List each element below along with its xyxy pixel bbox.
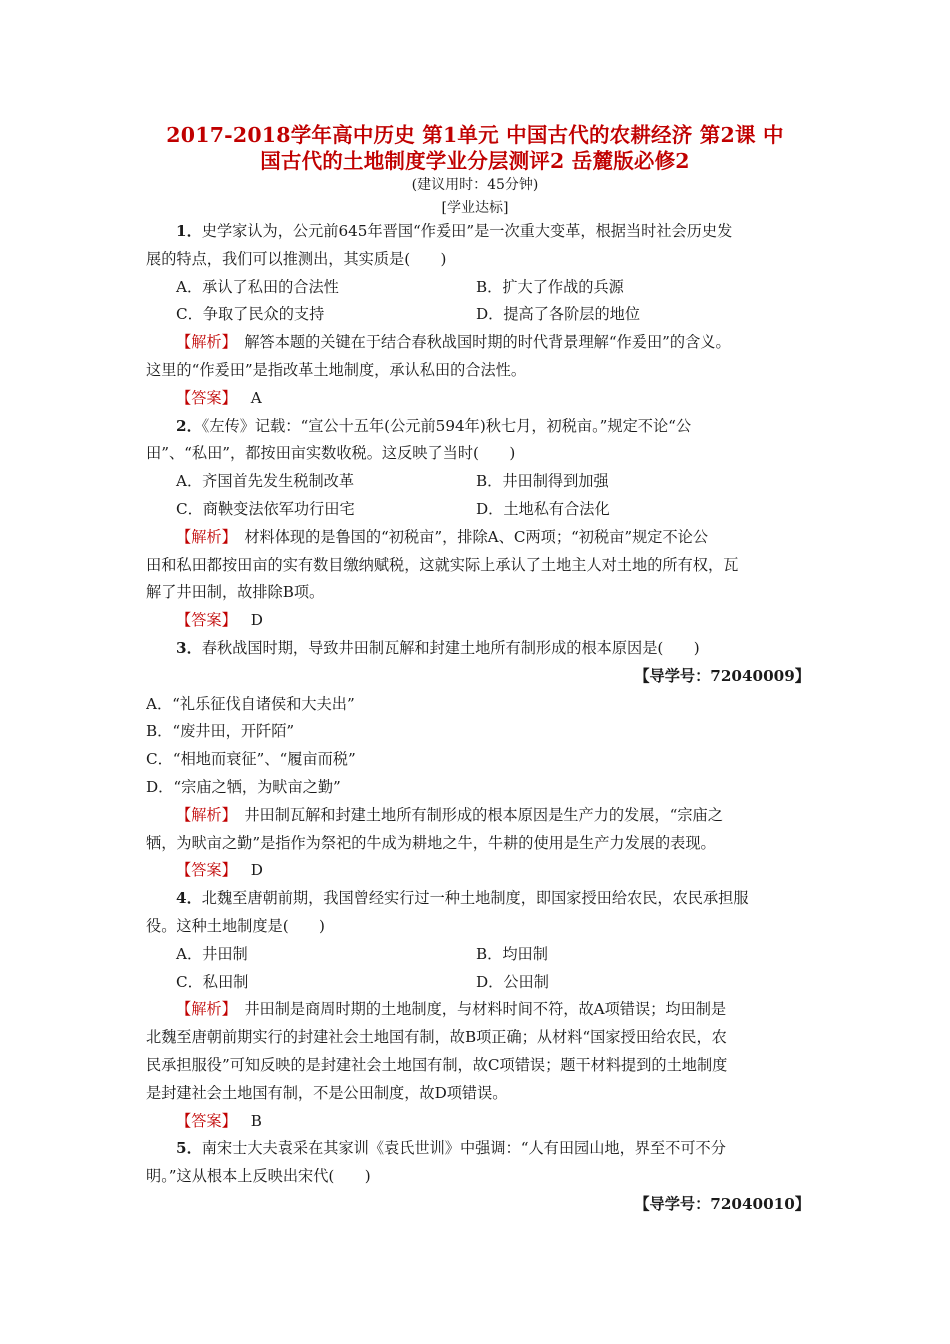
answer-value: B: [250, 1111, 262, 1130]
document-title: [140, 122, 810, 174]
answer-tag: 【答案】: [176, 388, 237, 407]
option-line: B．“废井田，开阡陌”: [146, 722, 295, 741]
question-stem-line: 5．南宋士大夫袁采在其家训《袁氏世训》中强调：“人有田园山地，界至不可不分: [176, 1139, 726, 1158]
guide-number: 【导学号：72040010】: [634, 1194, 810, 1213]
option: B．扩大了作战的兵源: [476, 277, 624, 296]
answer-line: [146, 385, 810, 413]
option-line: D．“宗庙之牺，为畎亩之勤”: [146, 777, 341, 796]
option-row: [146, 274, 810, 302]
analysis-line: 这里的“作爰田”是指改革土地制度，承认私田的合法性。: [146, 360, 527, 379]
question-number: 2．: [176, 416, 202, 435]
guide-number: 【导学号：72040009】: [634, 666, 810, 685]
suggested-time: (建议用时：45分钟): [411, 177, 539, 193]
analysis-line: 【解析】 井田制瓦解和封建土地所有制形成的根本原因是生产力的发展，“宗庙之: [176, 805, 723, 824]
answer-tag: 【答案】: [176, 611, 237, 630]
title-line-1: 2017-2018学年高中历史 第1单元 中国古代的农耕经济 第2课 中: [166, 123, 784, 147]
analysis-line: 【解析】 井田制是商周时期的土地制度，与材料时间不符，故A项错误；均田制是: [176, 1000, 727, 1019]
option-line: C．“相地而衰征”、“履亩而税”: [146, 750, 356, 769]
option-row: [146, 496, 810, 524]
analysis-line: 解了井田制，故排除B项。: [146, 583, 325, 602]
option-row: [146, 301, 810, 329]
answer-tag: 【答案】: [176, 1111, 237, 1130]
option: D．提高了各阶层的地位: [476, 305, 641, 324]
question-2: [146, 413, 810, 635]
question-1: [146, 218, 810, 413]
question-stem-line: 展的特点，我们可以推测出，其实质是( ): [146, 249, 447, 268]
analysis-line: 田和私田都按田亩的实有数目缴纳赋税，这就实际上承认了土地主人对土地的所有权，瓦: [146, 555, 739, 574]
question-stem-line: 2．《左传》记载：“宣公十五年(公元前594年)秋七月，初税亩。”规定不论“公: [176, 416, 692, 435]
answer-value: D: [250, 861, 263, 880]
analysis-line: 牺，为畎亩之勤”是指作为祭祀的牛成为耕地之牛，牛耕的使用是生产力发展的表现。: [146, 833, 716, 852]
option-line: A．“礼乐征伐自诸侯和大夫出”: [146, 694, 355, 713]
analysis-tag: 【解析】: [176, 805, 230, 824]
option-row: [146, 941, 810, 969]
section-heading: [学业达标]: [441, 200, 509, 216]
question-number: 5．: [176, 1139, 202, 1158]
question-stem-line: 4．北魏至唐朝前期，我国曾经实行过一种土地制度，即国家授田给农民，农民承担服: [176, 889, 749, 908]
option: B．井田制得到加强: [476, 472, 609, 491]
question-3: [146, 635, 810, 885]
analysis-tag: 【解析】: [176, 1000, 230, 1019]
analysis-line: 【解析】 解答本题的关键在于结合春秋战国时期的时代背景理解“作爰田”的含义。: [176, 333, 731, 352]
option: A．井田制: [176, 944, 248, 963]
answer-line: [146, 857, 810, 885]
question-number: 3．: [176, 638, 202, 657]
answer-value: A: [250, 388, 262, 407]
question-stem-line: 1．史学家认为，公元前645年晋国“作爰田”是一次重大变革，根据当时社会历史发: [176, 222, 733, 240]
questions-body: [146, 218, 810, 1219]
option-row: [146, 969, 810, 997]
option: B．均田制: [476, 944, 548, 963]
question-4: [146, 885, 810, 1135]
analysis-tag: 【解析】: [176, 333, 230, 352]
option: A．承认了私田的合法性: [176, 277, 339, 296]
answer-tag: 【答案】: [176, 861, 237, 880]
option: C．商鞅变法依军功行田宅: [176, 499, 355, 518]
question-stem-line: 明。”这从根本上反映出宋代( ): [146, 1167, 371, 1186]
analysis-tag: 【解析】: [176, 527, 230, 546]
question-stem-line: 田”、“私田”，都按田亩实数收税。这反映了当时( ): [146, 444, 516, 463]
option: D．公田制: [476, 972, 549, 991]
analysis-line: 民承担服役”可知反映的是封建社会土地国有制，故C项错误；题干材料提到的土地制度: [146, 1055, 728, 1074]
option: A．齐国首先发生税制改革: [176, 472, 355, 491]
question-stem-line: 3．春秋战国时期，导致井田制瓦解和封建土地所有制形成的根本原因是( ): [176, 638, 700, 657]
answer-line: [146, 607, 810, 635]
analysis-line: 是封建社会土地国有制，不是公田制度，故D项错误。: [146, 1083, 508, 1102]
option: C．争取了民众的支持: [176, 305, 325, 324]
question-number: 4．: [176, 889, 202, 908]
option: C．私田制: [176, 972, 249, 991]
analysis-line: 北魏至唐朝前期实行的封建社会土地国有制，故B项正确；从材料“国家授田给农民，农: [146, 1028, 727, 1047]
question-5: [146, 1135, 810, 1218]
answer-value: D: [250, 611, 263, 630]
question-stem-line: 役。这种土地制度是( ): [146, 916, 325, 935]
analysis-line: 【解析】 材料体现的是鲁国的“初税亩”，排除A、C两项；“初税亩”规定不论公: [176, 527, 709, 546]
answer-line: [146, 1108, 810, 1136]
option: D．土地私有合法化: [476, 499, 610, 518]
question-number: 1．: [176, 222, 202, 240]
title-line-2: 国古代的土地制度学业分层测评2 岳麓版必修2: [260, 149, 690, 173]
option-row: [146, 468, 810, 496]
